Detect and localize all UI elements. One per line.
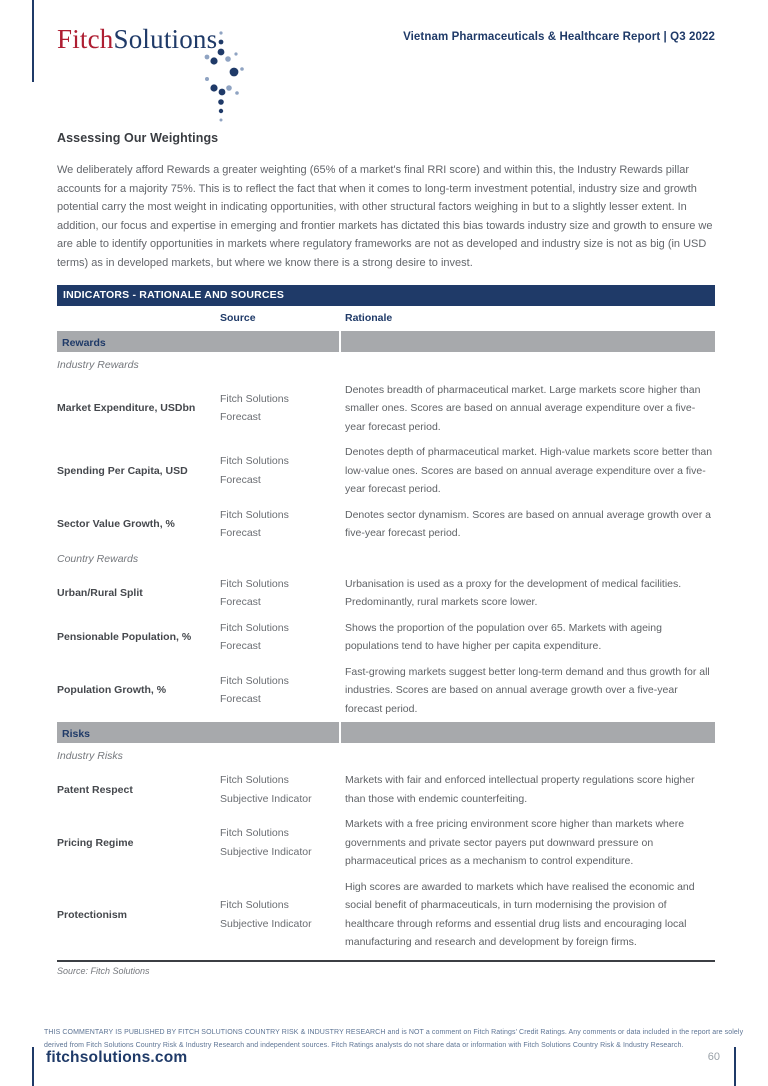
table-row [57, 768, 715, 812]
table-row [57, 812, 715, 875]
table-row [57, 571, 715, 615]
table-row [57, 659, 715, 722]
source-note: Source: Fitch Solutions [57, 966, 150, 976]
table-row [57, 615, 715, 659]
table-bottom-rule [57, 960, 715, 962]
fitch-solutions-logo [57, 24, 217, 55]
indicator-source: Fitch Solutions Forecast [220, 455, 289, 486]
body-paragraph: We deliberately afford Rewards a greater weighting (65% of a market's final RRI score) and within this, the Industry Rewards pillar accounts for a majority 75%. This is to reflect the fact that when it comes to long-term investment potential, industry size and growth potential carry the most weight in indicating opportunities, with other structural factors weighing in but to a slightly lesser extent. In addition, our focus and expertise in emerging and frontier markets has dictated this bias towards industry size and growth to ensure we are able to identify opportunities in markets where regulatory frameworks are not as developed and industry size is not as big (in USD terms) as in developed markets, but where we know there is a strong desire to invest. [57, 164, 713, 269]
indicator-label: Pensionable Population, % [57, 631, 192, 643]
indicator-label: Urban/Rural Split [57, 587, 143, 599]
section-row-risks [57, 722, 715, 743]
indicator-rationale: Urbanisation is used as a proxy for the development of medical facilities. Predominantly, rural markets score lower. [345, 577, 682, 608]
page-number: 60 [707, 1051, 720, 1063]
subsection-row: Industry Risks [57, 749, 123, 762]
logo-solutions-text: Solutions [113, 24, 218, 54]
footer-left-rule [32, 1047, 34, 1086]
indicator-label: Population Growth, % [57, 684, 167, 697]
indicator-rationale: Markets with fair and enforced intellectual property regulations score higher than those with endemic counterfeiting. [345, 774, 695, 805]
indicator-label: Pricing Regime [57, 836, 134, 849]
section-row-rewards [57, 331, 715, 352]
report-title: Vietnam Pharmaceuticals & Healthcare Report | Q3 2022 [403, 31, 715, 43]
section-heading: Assessing Our Weightings [57, 131, 219, 145]
subsection-row: Country Rewards [57, 553, 139, 565]
indicator-label: Protectionism [57, 908, 128, 921]
table-row [57, 440, 715, 503]
top-left-rule [32, 0, 34, 82]
indicator-source: Fitch Solutions Forecast [220, 508, 289, 539]
section-label: Rewards [62, 337, 106, 349]
indicator-source: Fitch Solutions Forecast [220, 577, 289, 608]
subsection-row: Industry Rewards [57, 359, 139, 371]
indicator-label: Spending Per Capita, USD [57, 464, 188, 477]
column-header-indicator [57, 312, 220, 324]
fitchsolutions-link[interactable]: fitchsolutions.com [46, 1049, 188, 1066]
indicator-rationale: Fast-growing markets suggest better long-term demand and thus growth for all industries. Scores are based on annual average growth over a five-year forecast period. [345, 665, 710, 715]
indicator-rationale: Markets with a free pricing environment score higher than markets where governments and private sector payers put downward pressure on pharmaceutical prices as a mechanism to control expenditure. [345, 818, 685, 867]
indicators-table [57, 285, 715, 976]
indicator-source: Fitch Solutions Forecast [220, 621, 289, 652]
indicator-rationale: Shows the proportion of the population over 65. Markets with ageing populations tend to have higher per capita expenditure. [345, 621, 662, 652]
indicator-label: Patent Respect [57, 783, 133, 796]
indicator-rationale: High scores are awarded to markets which have realised the economic and social benefit of pharmaceuticals, in turn modernising the provision of healthcare through reforms and essential drug lists and encouraging local manufacturing and research and development by foreign firms. [345, 880, 695, 948]
indicator-source: Fitch Solutions Subjective Indicator [220, 827, 312, 858]
indicator-source: Fitch Solutions Forecast [220, 674, 289, 706]
indicator-source: Fitch Solutions Subjective Indicator [220, 899, 312, 930]
column-header-source: Source [220, 312, 256, 324]
indicator-rationale: Denotes sector dynamism. Scores are based on annual average growth over a five-year forecast period. [345, 508, 711, 539]
indicator-rationale: Denotes depth of pharmaceutical market. High-value markets score better than low-value ones. Scores are based on annual average expenditure over a five-year forecast period. [345, 446, 713, 495]
main-content [57, 131, 715, 976]
table-row [57, 377, 715, 440]
table-row [57, 874, 715, 955]
section-label: Risks [62, 727, 91, 740]
logo-fitch-text: Fitch [57, 24, 114, 54]
table-row [57, 502, 715, 546]
logo-starburst-icon [197, 30, 245, 124]
column-header-rationale: Rationale [345, 312, 393, 324]
footer-disclaimer: THIS COMMENTARY IS PUBLISHED BY FITCH SOLUTIONS COUNTRY RISK & INDUSTRY RESEARCH and is NOT a comment on Fitch Ratings' Credit Ratings. Any comments or data included in the report are solely derived from Fitch Solutions Country Risk & Industry Research and independent sources. Fitch Ratings analysts do not share data or information with Fitch Solutions Country Risk & Industry Research. [44, 1029, 744, 1049]
table-title-bar: INDICATORS - RATIONALE AND SOURCES [57, 285, 715, 306]
page-header [57, 0, 715, 100]
indicator-source: Fitch Solutions Subjective Indicator [220, 774, 312, 805]
indicator-rationale: Denotes breadth of pharmaceutical market. Large markets score higher than smaller ones. Scores are based on annual average expenditure over a five-year forecast period. [345, 383, 701, 433]
indicator-source: Fitch Solutions Forecast [220, 392, 289, 424]
footer-right-rule [734, 1047, 736, 1086]
table-column-headers [57, 306, 715, 331]
indicator-label: Market Expenditure, USDbn [57, 402, 196, 415]
indicator-label: Sector Value Growth, % [57, 518, 175, 530]
